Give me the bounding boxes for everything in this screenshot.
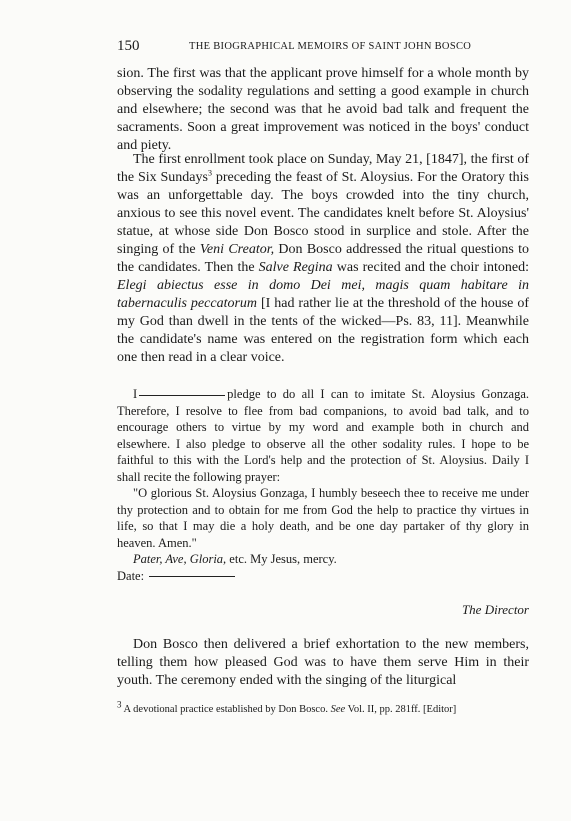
p2-text-4: was recited and the choir intoned: [332, 260, 529, 275]
paragraph-3 [117, 636, 529, 690]
footnote-text-2: Vol. II, pp. 281ff. [Editor] [345, 704, 457, 715]
p2-text-3: Don Bosco addressed the ritual questions to the candidates. Then the [117, 242, 529, 275]
pledge-text [117, 386, 529, 485]
prayer-text: "O glorious St. Aloysius Gonzaga, I humbly beseech thee to receive me under thy protection and to obtain for me from God the help to practice thy virtues in life, so that I may die a holy death, and be one day partaker of thy glory in heaven. Amen." [117, 486, 529, 550]
footnote-reference: 3 [207, 168, 212, 178]
paragraph-1 [117, 65, 529, 155]
pater-italic: Pater, Ave, Gloria, [133, 552, 227, 566]
page-header [117, 38, 529, 58]
p2-text-1: The first enrollment took place on Sunday, May 21, [1847], the first of the Six Sundays [117, 152, 529, 185]
name-blank-line [139, 395, 225, 396]
running-title: THE BIOGRAPHICAL MEMOIRS OF SAINT JOHN BOSCO [189, 41, 472, 52]
p2-text-2: preceding the feast of St. Aloysius. For the Oratory this was an unforgettable day. The boys crowded into the tiny church, anxious to see this novel event. The candidates knelt before St. Aloysius' statue, at whose side Don Bosco stood in surplice and stole. After the singing of the [117, 170, 529, 257]
paragraph-3-text: Don Bosco then delivered a brief exhortation to the new members, telling them how pleased God was to have them serve Him in their youth. The ceremony ended with the singing of the liturgical [117, 637, 529, 688]
date-label: Date: [117, 568, 145, 583]
footnote-text-1: A devotional practice established by Don Bosco. [121, 704, 331, 715]
page-number: 150 [117, 38, 140, 54]
footnote-mark: 3 [117, 699, 122, 710]
latin-quote: Elegi abiectus esse in domo Dei mei, magis quam habitare in tabernaculis peccatorum [117, 278, 529, 311]
footnote-see: See [330, 704, 346, 715]
p2-text-5: [I had rather lie at the threshold of the house of my God than dwell in the tents of the wicked—Ps. 83, 11]. Meanwhile the candidate's name was entered on the registration form which each one then read in a clear voice. [117, 296, 529, 365]
footnote [117, 699, 529, 717]
registration-form [117, 386, 529, 584]
director-signature: The Director [461, 602, 529, 617]
paragraph-2 [117, 151, 529, 367]
pater-rest: etc. My Jesus, mercy. [226, 552, 337, 566]
pledge-body: pledge to do all I can to imitate St. Aloysius Gonzaga. Therefore, I resolve to flee from bad companions, to avoid bad talk, and to encourage others to virtue by my word and example both in church and elsewhere. I also pledge to observe all the other sodality rules. I hope to be faithful to this with the Lord's help and the protection of St. Aloysius. Daily I shall recite the following prayer: [117, 387, 529, 484]
salve-regina: Salve Regina [258, 260, 333, 275]
veni-creator: Veni Creator, [199, 242, 275, 257]
date-row [117, 568, 529, 585]
date-blank-line [149, 576, 235, 577]
pledge-i: I [133, 387, 138, 401]
pater-line [117, 551, 529, 568]
paragraph-1-text: sion. The first was that the applicant prove himself for a whole month by observing the sodality regulations and setting a good example in church and elsewhere; the second was that he avoid bad talk and frequent the sacraments. Soon a great improvement was noticed in the boys' conduct and piety. [117, 66, 529, 153]
